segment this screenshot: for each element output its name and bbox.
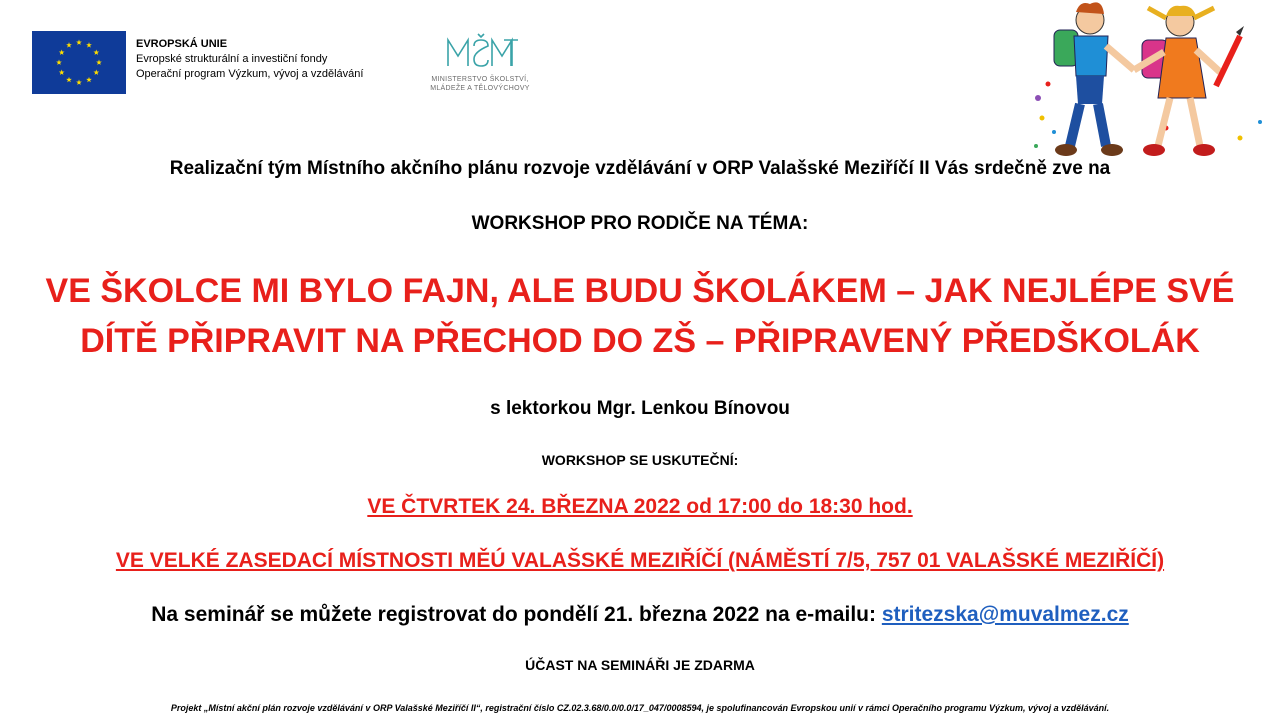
eu-label <box>136 37 363 82</box>
event-venue: VE VELKÉ ZASEDACÍ MÍSTNOSTI MĚÚ VALAŠSKÉ MEZIŘÍČÍ (NÁMĚSTÍ 7/5, 757 01 VALAŠSKÉ MEZIŘÍČÍ) <box>115 549 1165 572</box>
intro-text: Realizační tým Místního akčního plánu rozvoje vzdělávání v ORP Valašské Meziříčí II Vás srdečně zve na <box>169 158 1111 179</box>
footer-note: Projekt „Místní akční plán rozvoje vzdělávání v ORP Valašské Meziříčí II“, registrační číslo CZ.02.3.68/0.0/0.0/17_047/0008594, je spolufinancován Evropskou unií v rámci Operačního programu Výzkum, vývoj a vzdělávání. <box>170 703 1110 713</box>
event-date: VE ČTVRTEK 24. BŘEZNA 2022 od 17:00 do 18:30 hod. <box>367 495 913 518</box>
email-link[interactable]: stritezska@muvalmez.cz <box>881 603 1129 626</box>
eu-stars <box>32 31 126 94</box>
headline-line1: VE ŠKOLCE MI BYLO FAJN, ALE BUDU ŠKOLÁKEM – JAK NEJLÉPE SVÉ <box>45 272 1235 310</box>
free-admission-text: ÚČAST NA SEMINÁŘI JE ZDARMA <box>525 657 755 673</box>
workshop-label: WORKSHOP PRO RODIČE NA TÉMA: <box>471 213 809 234</box>
school-kids-illustration <box>1030 0 1280 160</box>
headline-line2: DÍTĚ PŘIPRAVIT NA PŘECHOD DO ZŠ – PŘIPRAVENÝ PŘEDŠKOLÁK <box>80 322 1200 360</box>
headline <box>0 266 1280 366</box>
eu-label-line1: EVROPSKÁ UNIE <box>136 38 228 50</box>
msmt-label-line1: MINISTERSTVO ŠKOLSTVÍ, <box>431 76 529 83</box>
msmt-label-line2: MLÁDEŽE A TĚLOVÝCHOVY <box>430 85 530 92</box>
registration-text <box>0 603 1280 627</box>
eu-label-line3: Operační program Výzkum, vývoj a vzdělávání <box>136 68 364 80</box>
takes-place-label: WORKSHOP SE USKUTEČNÍ: <box>541 452 739 468</box>
eu-label-line2: Evropské strukturální a investiční fondy <box>136 53 328 65</box>
registration-label: Na seminář se můžete registrovat do pondělí 21. března 2022 na e-mailu: <box>151 603 882 626</box>
boy-figure <box>1054 2 1134 156</box>
lecturer-text: s lektorkou Mgr. Lenkou Bínovou <box>490 398 790 419</box>
msmt-label <box>412 75 548 93</box>
girl-figure <box>1134 6 1244 156</box>
eu-flag-icon <box>32 31 126 94</box>
